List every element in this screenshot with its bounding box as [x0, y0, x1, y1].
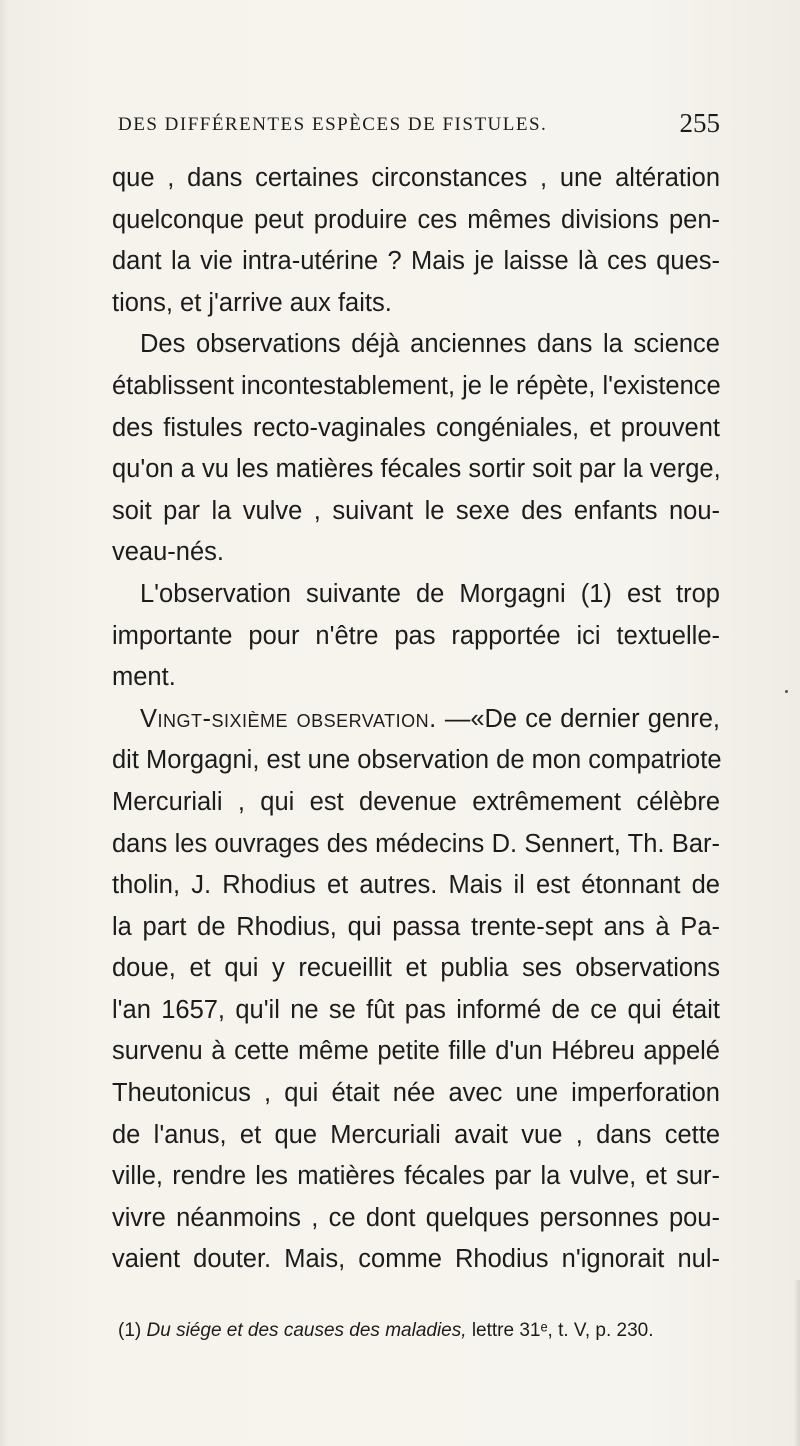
text-line: l'an 1657, qu'il ne se fût pas informé de ce qui était — [112, 995, 720, 1024]
text-line: Mercuriali , qui est devenue extrêmement célèbre — [112, 787, 720, 816]
text-line: dit Morgagni, est une observation de mon compatriote — [112, 746, 722, 775]
text-line: dans les ouvrages des médecins D. Sennert, Th. Bar- — [112, 829, 720, 858]
footnote-reference: lettre 31ᵉ, t. V, p. 230. — [471, 1320, 654, 1341]
observation-heading-line — [112, 699, 720, 741]
text-line: la part de Rhodius, qui passa trente-sept ans à Pa- — [112, 912, 720, 941]
footnote-marker: (1) — [118, 1320, 142, 1341]
page-header — [118, 108, 718, 148]
text-line: dant la vie intra-utérine ? Mais je laisse là ces ques- — [112, 247, 720, 276]
page-edge-shadow — [794, 1280, 800, 1446]
text-line: de l'anus, et que Mercuriali avait vue , dans cette — [112, 1120, 720, 1149]
text-line: L'observation suivante de Morgagni (1) est trop — [140, 579, 720, 608]
page-gutter-shadow — [0, 0, 8, 1446]
text-line: établissent incontestablement, je le répète, l'existence — [112, 371, 721, 400]
text-line-rest: —«De ce dernier genre, — [444, 704, 720, 733]
text-line: des fistules recto-vaginales congéniales, et prouvent — [112, 413, 720, 442]
observation-heading: Vingt-sixième observation. — [140, 704, 437, 733]
margin-speck — [785, 690, 788, 693]
text-line: quelconque peut produire ces mêmes divisions pen- — [112, 205, 720, 234]
page-number: 255 — [679, 108, 720, 138]
footnote-title: Du siége et des causes des maladies, — [146, 1320, 467, 1341]
text-line: survenu à cette même petite fille d'un Hébreu appelé — [112, 1037, 720, 1066]
text-line: Theutonicus , qui était née avec une imperforation — [112, 1079, 720, 1108]
text-line: tions, et j'arrive aux faits. — [112, 288, 392, 317]
text-line: vaient douter. Mais, comme Rhodius n'ignorait nul- — [112, 1245, 720, 1274]
text-line: tholin, J. Rhodius et autres. Mais il est étonnant de — [112, 871, 720, 900]
text-line: ment. — [112, 663, 176, 692]
text-line: Des observations déjà anciennes dans la science — [140, 330, 720, 359]
text-line: que , dans certaines circonstances , une altération — [112, 164, 720, 192]
text-line: veau-nés. — [112, 538, 224, 567]
text-line: vivre néanmoins , ce dont quelques personnes pou- — [112, 1203, 720, 1232]
text-line: importante pour n'être pas rapportée ici textuelle- — [112, 621, 720, 650]
text-line: ville, rendre les matières fécales par la vulve, et sur- — [112, 1162, 720, 1191]
footnote — [118, 1320, 718, 1342]
body-text — [112, 158, 720, 1281]
text-line: qu'on a vu les matières fécales sortir soit par la verge, — [112, 455, 721, 484]
text-line: soit par la vulve , suivant le sexe des enfants nou- — [112, 496, 720, 525]
text-line: doue, et qui y recueillit et publia ses observations — [112, 954, 720, 983]
running-title: DES DIFFÉRENTES ESPÈCES DE FISTULES. — [118, 114, 548, 135]
